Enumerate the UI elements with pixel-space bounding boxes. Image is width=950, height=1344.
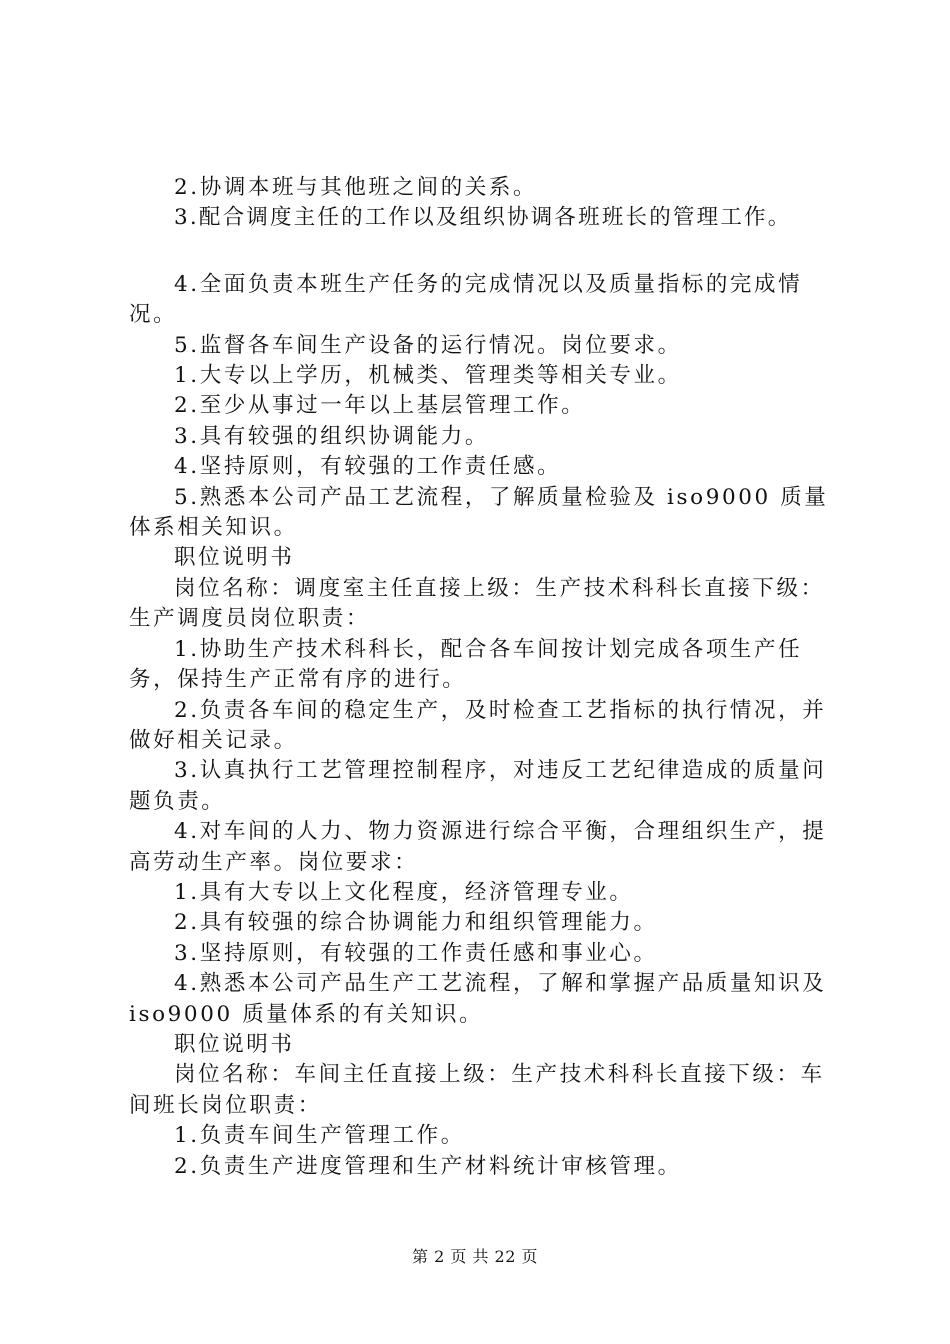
paragraph: 4.对车间的人力、物力资源进行综合平衡，合理组织生产，提高劳动生产率。岗位要求： [129, 819, 827, 875]
paragraph: 3.坚持原则，有较强的工作责任感和事业心。 [174, 940, 658, 966]
paragraph: 5.监督各车间生产设备的运行情况。岗位要求。 [174, 332, 682, 358]
paragraph: 1.大专以上学历，机械类、管理类等相关专业。 [174, 363, 682, 389]
paragraph: 3.具有较强的组织协调能力。 [174, 423, 489, 449]
paragraph: 5.熟悉本公司产品工艺流程，了解质量检验及 iso9000 质量体系相关知识。 [129, 484, 829, 541]
paragraph-gap [129, 234, 835, 270]
paragraph: 2.具有较强的综合协调能力和组织管理能力。 [174, 910, 658, 936]
paragraph: 3.配合调度主任的工作以及组织协调各班班长的管理工作。 [174, 205, 792, 231]
document-body [129, 173, 835, 1182]
paragraph: 1.具有大专以上文化程度，经济管理专业。 [174, 879, 634, 905]
paragraph: 2.协调本班与其他班之间的关系。 [174, 175, 538, 200]
section-heading: 职位说明书 [174, 545, 295, 571]
paragraph: 4.坚持原则，有较强的工作责任感。 [174, 454, 562, 480]
paragraph: 岗位名称：车间主任直接上级：生产技术科科长直接下级：车间班长岗位职责： [129, 1062, 825, 1118]
paragraph: 3.认真执行工艺管理控制程序，对违反工艺纪律造成的质量问题负责。 [129, 758, 827, 814]
paragraph: 1.协助生产技术科科长，配合各车间按计划完成各项生产任务，保持生产正常有序的进行。 [129, 636, 803, 693]
paragraph: 2.负责生产进度管理和生产材料统计审核管理。 [174, 1153, 682, 1179]
paragraph: 2.至少从事过一年以上基层管理工作。 [174, 393, 586, 419]
paragraph: 4.全面负责本班生产任务的完成情况以及质量指标的完成情况。 [129, 271, 803, 328]
page-number-footer: 第 2 页 共 22 页 [412, 1247, 538, 1266]
section-heading: 职位说明书 [174, 1031, 295, 1057]
paragraph: 1.负责车间生产管理工作。 [174, 1123, 465, 1149]
paragraph: 4.熟悉本公司产品生产工艺流程，了解和掌握产品质量知识及 iso9000 质量体系的有关知识。 [129, 971, 827, 1027]
paragraph: 2.负责各车间的稳定生产，及时检查工艺指标的执行情况，并做好相关记录。 [129, 697, 827, 753]
paragraph: 岗位名称：调度室主任直接上级：生产技术科科长直接下级：生产调度员岗位职责： [129, 575, 825, 632]
